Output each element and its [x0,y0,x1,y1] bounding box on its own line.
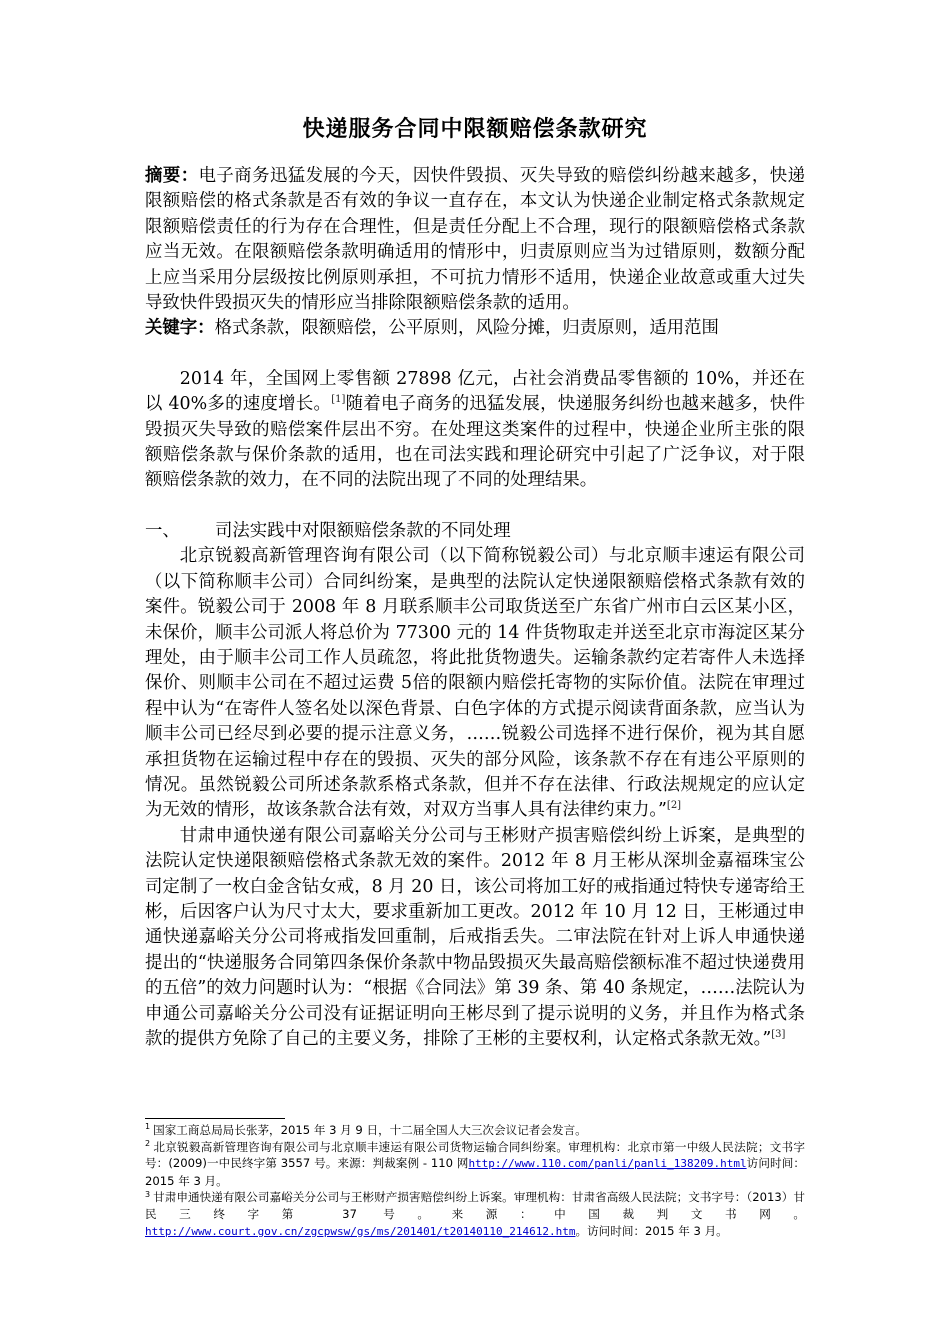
footnote-text-3: 甘肃申通快递有限公司嘉峪关分公司与王彬财产损害赔偿纠纷上诉案。审理机构：甘肃省高级人民法院；文书字号：（2013）甘民三终字第 37 号。来源：中国裁判文书网。 [145,1190,805,1221]
footnotes [145,1122,805,1240]
spacer [145,342,805,367]
abstract [145,164,805,316]
abstract-label: 摘要： [145,166,199,186]
paper-body [145,164,805,1052]
footnote-text-1: 国家工商总局局长张茅，2015 年 3 月 9 日，十二届全国人大三次会议记者会发言。 [153,1123,587,1137]
section-heading [145,519,805,544]
footnote-mark-1: 1 [145,1122,151,1132]
footnote-2 [145,1139,805,1190]
footnote-tail-3: 。访问时间：2015 年 3 月。 [575,1223,728,1238]
case-text-1: 北京锐毅高新管理咨询有限公司（以下简称锐毅公司）与北京顺丰速运有限公司（以下简称顺丰公司）合同纠纷案，是典型的法院认定快递限额赔偿格式条款有效的案件。锐毅公司于 2008 年 8 月联系顺丰公司取货送至广东省广州市白云区某小区，未保价，顺丰公司派人将总价为 77300 元的 14 件货物取走并送至北京市海淀区某分理处，由于顺丰公司工作人员疏忽，将此批货物遗失。运输条款约定若寄件人未选择保价、则顺丰公司在不超过运费 5倍的限额内赔偿托寄物的实际价值。法院在审理过程中认为“在寄件人签名处以深色背景、白色字体的方式提示阅读背面条款，应当认为顺丰公司已经尽到必要的提示注意义务，……锐毅公司选择不进行保价，视为其自愿承担货物在运输过程中存在的毁损、灭失的部分风险，该条款不存在有违公平原则的情况。虽然锐毅公司所述条款系格式条款，但并不存在法律、行政法规规定的应认定为无效的情形，故该条款合法有效，对双方当事人具有法律约束力。” [145,546,805,821]
footnote-tail-2: 访问时间：2015 年 3 月。 [145,1156,805,1188]
paper-title: 快递服务合同中限额赔偿条款研究 [302,117,648,142]
keywords [145,316,805,341]
citation-ref-3[interactable]: [3] [771,1029,786,1041]
footnote-1 [145,1122,805,1139]
case-paragraph-2 [145,824,805,1053]
citation-ref-1[interactable]: [1] [331,394,346,406]
case-text-2: 甘肃申通快递有限公司嘉峪关分公司与王彬财产损害赔偿纠纷上诉案，是典型的法院认定快递限额赔偿格式条款无效的案件。2012 年 8 月王彬从深圳金嘉福珠宝公司定制了一枚白金含钻女戒，8 月 20 日，该公司将加工好的戒指通过特快专递寄给王彬，后因客户认为尺寸太大，要求重新加工更改。2012 年 10 月 12 日，王彬通过申通快递嘉峪关分公司将戒指发回重制，后戒指丢失。二审法院在针对上诉人申通快递提出的“快递服务合同第四条保价条款中物品毁损灭失最高赔偿额标准不超过快递费用的五倍”的效力问题时认为：“根据《合同法》第 39 条、第 40 条规定，……法院认为申通公司嘉峪关分公司没有证据证明向王彬尽到了提示说明的义务，并且作为格式条款的提供方免除了自己的主要义务，排除了王彬的主要权利，认定格式条款无效。” [145,825,805,1049]
intro-text-2: 随着电子商务的迅猛发展，快递服务纠纷也越来越多，快件毁损灭失导致的赔偿案件层出不穷。在处理这类案件的过程中，快递企业所主张的限额赔偿条款与保价条款的适用，也在司法实践和理论研究中引起了广泛争议，对于限额赔偿条款的效力，在不同的法院出现了不同的处理结果。 [145,394,805,491]
footnote-3 [145,1189,805,1240]
intro-text-1: 2014 年，全国网上零售额 27898 亿元，占社会消费品零售额的 10%，并还在以 40%多的速度增长。 [145,368,805,415]
section-title: 司法实践中对限额赔偿条款的不同处理 [215,520,511,541]
keywords-label: 关键字： [145,318,215,339]
footnote-mark-3: 3 [145,1189,151,1199]
citation-ref-2[interactable]: [2] [666,800,682,812]
footnote-divider [145,1118,285,1119]
keywords-text: 格式条款，限额赔偿，公平原则，风险分摊，归责原则，适用范围 [214,318,719,339]
footnote-link-2[interactable]: http://www.110.com/panli/panli_138209.html [468,1157,747,1171]
spacer [145,494,805,519]
intro-paragraph [145,367,805,494]
footnote-text-2: 北京锐毅高新管理咨询有限公司与北京顺丰速运有限公司货物运输合同纠纷案。审理机构：北京市第一中级人民法院；文书字号：(2009)一中民终字第 3557 号。来源：判裁案例 - 110 网 [145,1139,805,1171]
case-paragraph-1 [145,544,805,823]
abstract-text: 电子商务迅猛发展的今天，因快件毁损、灭失导致的赔偿纠纷越来越多，快递限额赔偿的格式条款是否有效的争议一直存在，本文认为快递企业制定格式条款规定限额赔偿责任的行为存在合理性，但是责任分配上不合理，现行的限额赔偿格式条款应当无效。在限额赔偿条款明确适用的情形中，归责原则应当为过错原则，数额分配上应当采用分层级按比例原则承担，不可抗力情形不适用，快递企业故意或重大过失导致快件毁损灭失的情形应当排除限额赔偿条款的适用。 [145,166,805,314]
section-number: 一、 [145,520,180,541]
footnote-mark-2: 2 [145,1138,151,1148]
footnote-link-3[interactable]: http://www.court.gov.cn/zgcpwsw/gs/ms/201401/t20140110_214612.htm [145,1224,576,1238]
